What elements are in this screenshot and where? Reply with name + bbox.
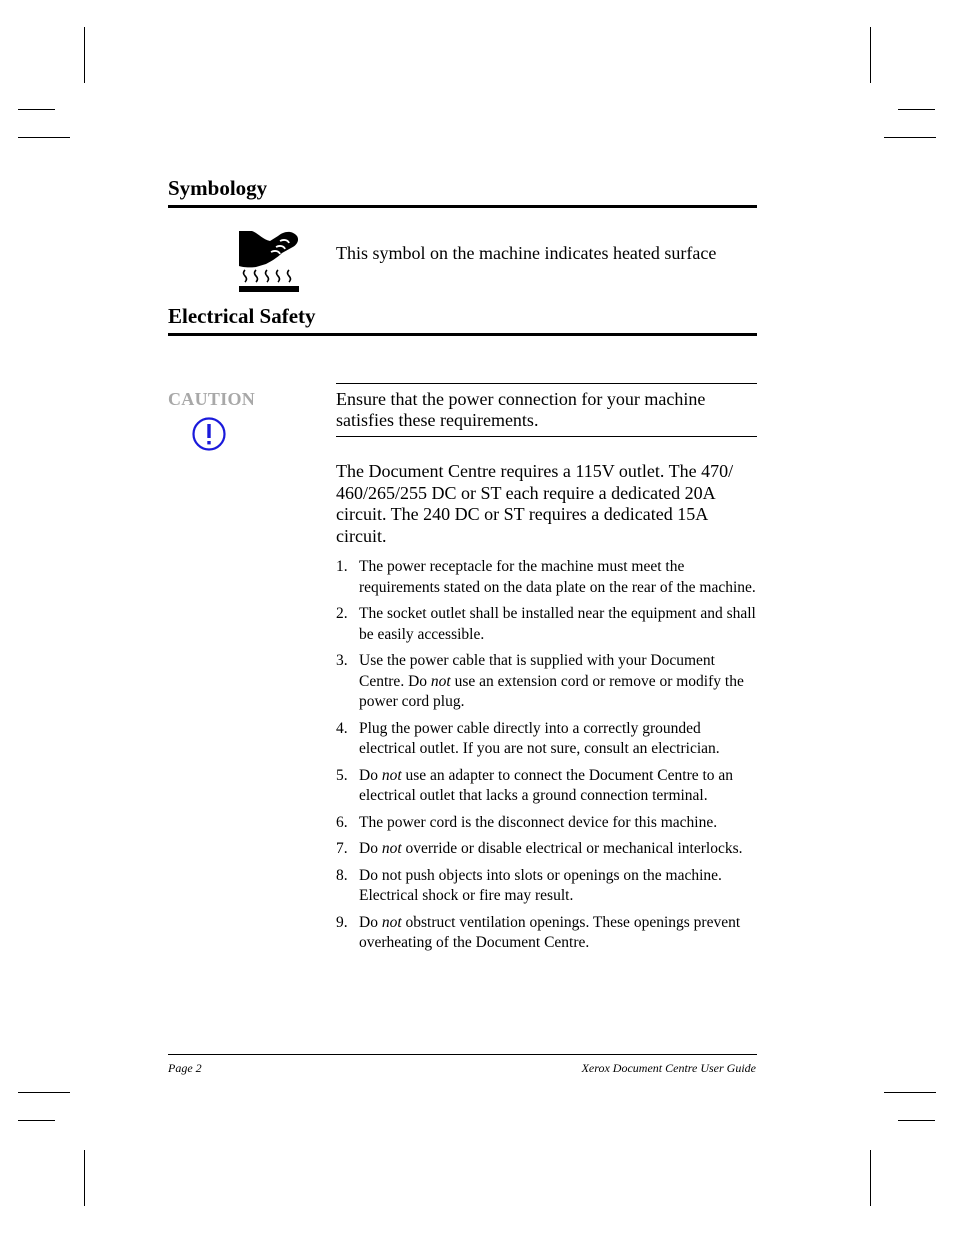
crop-mark bbox=[18, 1092, 70, 1093]
list-item-text: The power receptacle for the machine must meet the requirements stated on the data plate on the rear of the machine. bbox=[359, 558, 756, 596]
list-item-text: Do bbox=[359, 766, 382, 784]
footer-guide-title: Xerox Document Centre User Guide bbox=[581, 1061, 756, 1075]
list-item-text: Do not push objects into slots or openings on the machine. Electrical shock or fire may result. bbox=[359, 866, 722, 904]
list-item bbox=[336, 766, 760, 807]
list-item-text: obstruct ventilation openings. These openings prevent overheating of the Document Centre. bbox=[359, 913, 741, 951]
hot-surface-hand-icon bbox=[236, 227, 300, 295]
crop-mark bbox=[84, 27, 85, 83]
list-item-text: use an adapter to connect the Document Centre to an electrical outlet that lacks a ground connection terminal. bbox=[359, 766, 734, 804]
requirements-list bbox=[336, 557, 760, 960]
list-item-text: Use the power cable that is supplied with your Document Centre. Do bbox=[359, 652, 715, 690]
crop-mark bbox=[18, 109, 55, 110]
list-item-text: The socket outlet shall be installed near the equipment and shall be easily accessible. bbox=[359, 605, 756, 643]
list-item-text: Plug the power cable directly into a correctly grounded electrical outlet. If you are not sure, consult an electrician. bbox=[359, 719, 720, 757]
crop-mark bbox=[884, 137, 936, 138]
list-item-number: 7. bbox=[336, 840, 348, 857]
list-item-text: Do bbox=[359, 840, 382, 857]
list-item-emphasis: not bbox=[381, 913, 402, 931]
caution-text: Ensure that the power connection for your machine satisfies these requirements. bbox=[336, 389, 706, 430]
list-item bbox=[336, 839, 760, 860]
crop-mark bbox=[898, 109, 935, 110]
footer-rule bbox=[168, 1054, 757, 1055]
crop-mark bbox=[84, 1150, 85, 1206]
list-item-number: 8. bbox=[336, 866, 348, 884]
list-item bbox=[336, 719, 760, 760]
intro-paragraph: The Document Centre requires a 115V outlet. The 470/ 460/265/255 DC or ST each require a dedicated 20A circuit. The 240 DC or ST requires a dedicated 15A circuit. bbox=[336, 461, 734, 546]
list-item bbox=[336, 866, 760, 907]
list-item-emphasis: not bbox=[381, 766, 402, 784]
list-item bbox=[336, 557, 760, 598]
list-item-emphasis: not bbox=[430, 672, 451, 690]
list-item-number: 1. bbox=[336, 558, 348, 575]
list-item-number: 3. bbox=[336, 652, 348, 669]
caution-rule-top bbox=[336, 383, 757, 384]
list-item-text: The power cord is the disconnect device for this machine. bbox=[359, 813, 718, 831]
footer-page-number: Page 2 bbox=[168, 1061, 202, 1075]
heading-rule bbox=[168, 205, 757, 208]
crop-mark bbox=[898, 1120, 935, 1121]
list-item-number: 5. bbox=[336, 766, 348, 784]
heading-electrical-safety: Electrical Safety bbox=[168, 304, 316, 328]
crop-mark bbox=[870, 1150, 871, 1206]
list-item bbox=[336, 913, 760, 954]
crop-mark bbox=[18, 1120, 55, 1121]
caution-rule-bottom bbox=[336, 436, 757, 437]
list-item-emphasis: not bbox=[381, 840, 402, 857]
exclamation-circle-icon bbox=[192, 417, 226, 451]
heading-symbology: Symbology bbox=[168, 176, 268, 200]
list-item-number: 6. bbox=[336, 813, 348, 831]
list-item-number: 4. bbox=[336, 719, 348, 737]
symbology-text: This symbol on the machine indicates heated surface bbox=[336, 243, 717, 263]
crop-mark bbox=[884, 1092, 936, 1093]
list-item bbox=[336, 813, 760, 834]
heading-rule bbox=[168, 333, 757, 336]
list-item-text: override or disable electrical or mechanical interlocks. bbox=[401, 840, 743, 857]
list-item-text: Do bbox=[359, 913, 382, 931]
list-item bbox=[336, 651, 760, 713]
list-item-number: 2. bbox=[336, 605, 348, 622]
crop-mark bbox=[870, 27, 871, 83]
crop-mark bbox=[18, 137, 70, 138]
list-item-text: use an extension cord or remove or modify the power cord plug. bbox=[359, 672, 744, 710]
list-item-number: 9. bbox=[336, 913, 348, 931]
caution-label: CAUTION bbox=[168, 389, 256, 409]
list-item bbox=[336, 604, 760, 645]
